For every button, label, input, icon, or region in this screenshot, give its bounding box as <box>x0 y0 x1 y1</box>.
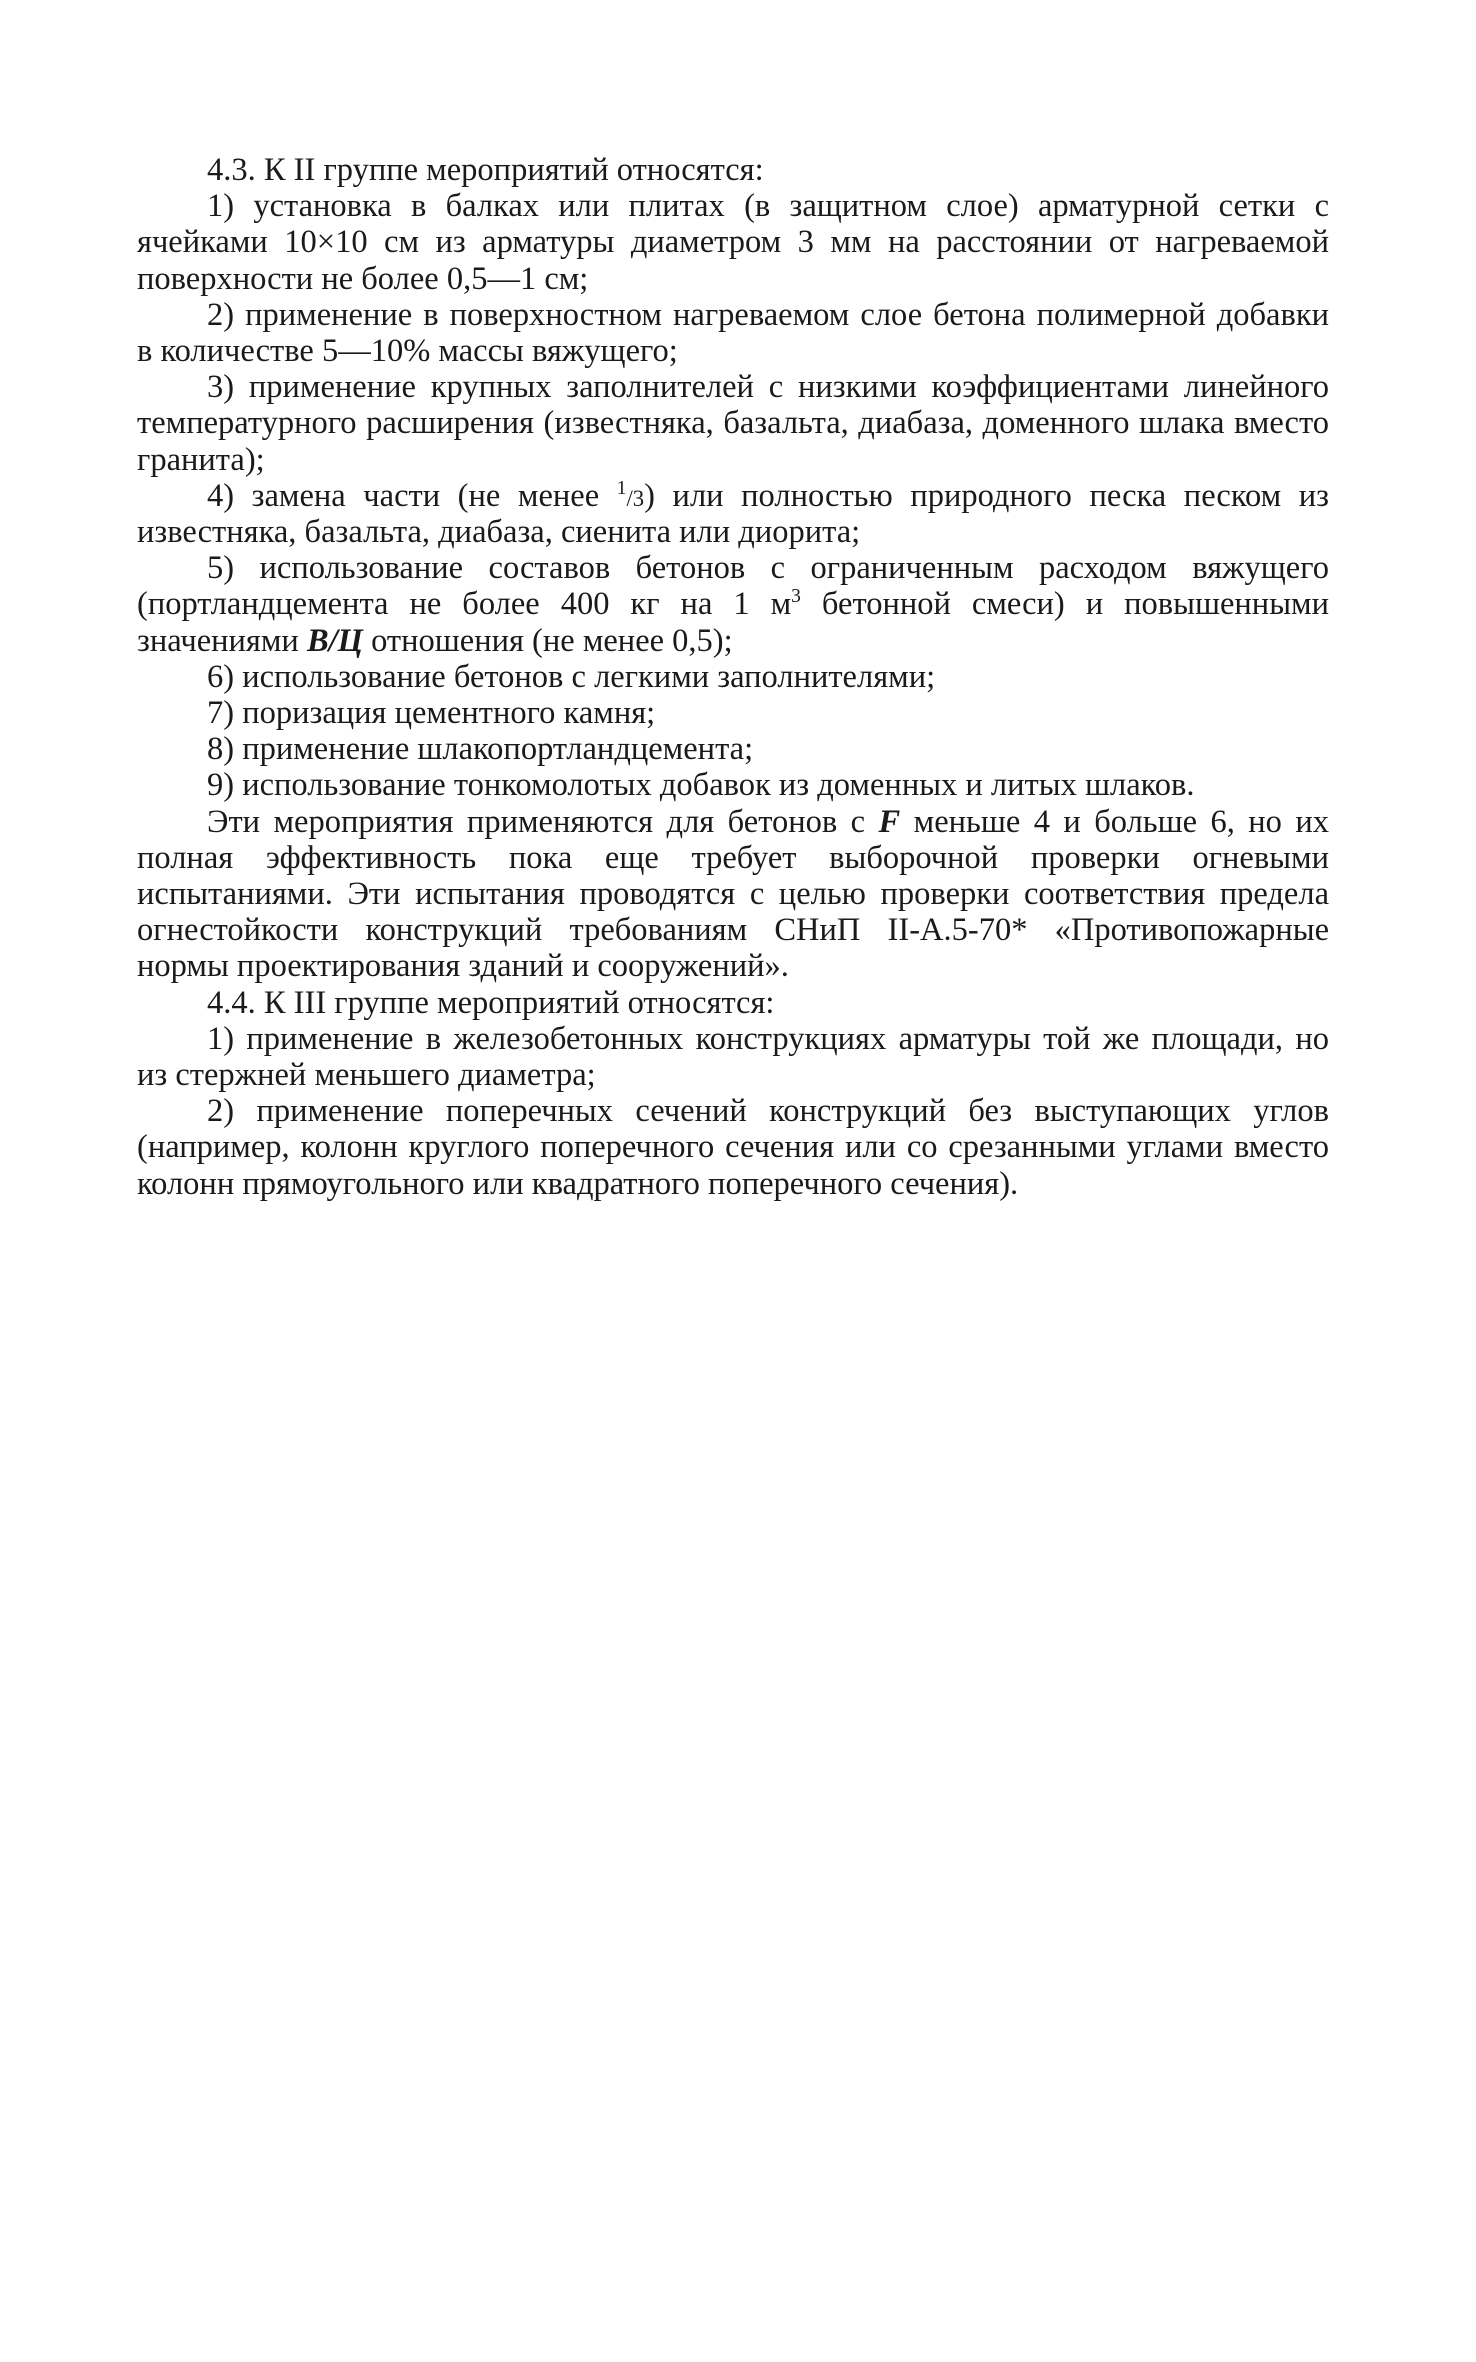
section-4-3-item-4 <box>137 478 1329 550</box>
note-variable-f: F <box>878 803 901 840</box>
section-4-3-item-9: 9) использование тонкомолотых добавок из доменных и литых шлаков. <box>207 767 1195 804</box>
note-text-after: меньше 4 и больше 6, но их полная эффективность пока еще требует выборочной проверки огневыми испытаниями. Эти испытания проводятся с целью проверки соответствия предела огнестойкости конструкций требованиям СНиП II-А.5-70* «Противопожарные нормы проектирования зданий и сооружений». <box>137 803 1330 985</box>
section-4-3-item-6: 6) использование бетонов с легкими заполнителями; <box>207 658 936 695</box>
fraction-slash: / <box>626 485 633 511</box>
item-5-text-before: 5) использование составов бетонов с ограниченным расходом вяжущего (портландцемента не более 400 кг на 1 м <box>137 550 1329 623</box>
document-body <box>137 152 1329 1202</box>
section-4-3-heading: 4.3. К II группе мероприятий относятся: <box>207 152 764 188</box>
fraction-denominator: 3 <box>632 485 645 511</box>
section-4-3-item-1: 1) установка в балках или плитах (в защитном слое) арматурной сетки с ячейками 10×10 см из арматуры диаметром 3 мм на расстоянии от нагреваемой поверхности не более 0,5—1 см; <box>137 188 1329 297</box>
section-4-3-item-5 <box>137 550 1329 659</box>
section-4-4-heading: 4.4. К III группе мероприятий относятся: <box>207 984 775 1021</box>
section-4-3-note <box>137 804 1329 985</box>
item-4-text-before: 4) замена части (не менее <box>207 477 617 514</box>
section-4-3-item-7: 7) поризация цементного камня; <box>207 695 656 732</box>
section-4-3-item-3: 3) применение крупных заполнителей с низкими коэффициентами линейного температурного расширения (известняка, базальта, диабаза, доменного шлака вместо гранита); <box>137 369 1329 478</box>
section-4-4-item-1: 1) применение в железобетонных конструкциях арматуры той же площади, но из стержней меньшего диаметра; <box>137 1020 1329 1094</box>
fraction-numerator: 1 <box>616 478 627 499</box>
item-4-text-after: ) или полностью природного песка песком из известняка, базальта, диабаза, сиенита или диорита; <box>137 477 1329 551</box>
water-cement-ratio: В/Ц <box>306 622 363 659</box>
cubic-superscript: 3 <box>791 586 801 608</box>
section-4-4-item-2: 2) применение поперечных сечений конструкций без выступающих углов (например, колонн круглого поперечного сечения или со срезанными углами вместо колонн прямоугольного или квадратного поперечного сечения). <box>137 1093 1329 1202</box>
section-4-3-item-8: 8) применение шлакопортландцемента; <box>207 731 754 768</box>
section-4-3-item-2: 2) применение в поверхностном нагреваемом слое бетона полимерной добавки в количестве 5—10% массы вяжущего; <box>137 296 1329 370</box>
note-text-before: Эти мероприятия применяются для бетонов с <box>207 803 879 840</box>
item-5-text-middle: бетонной смеси) и повышенными значениями <box>137 586 1329 659</box>
item-5-text-after: отношения (не менее 0,5); <box>362 622 733 659</box>
